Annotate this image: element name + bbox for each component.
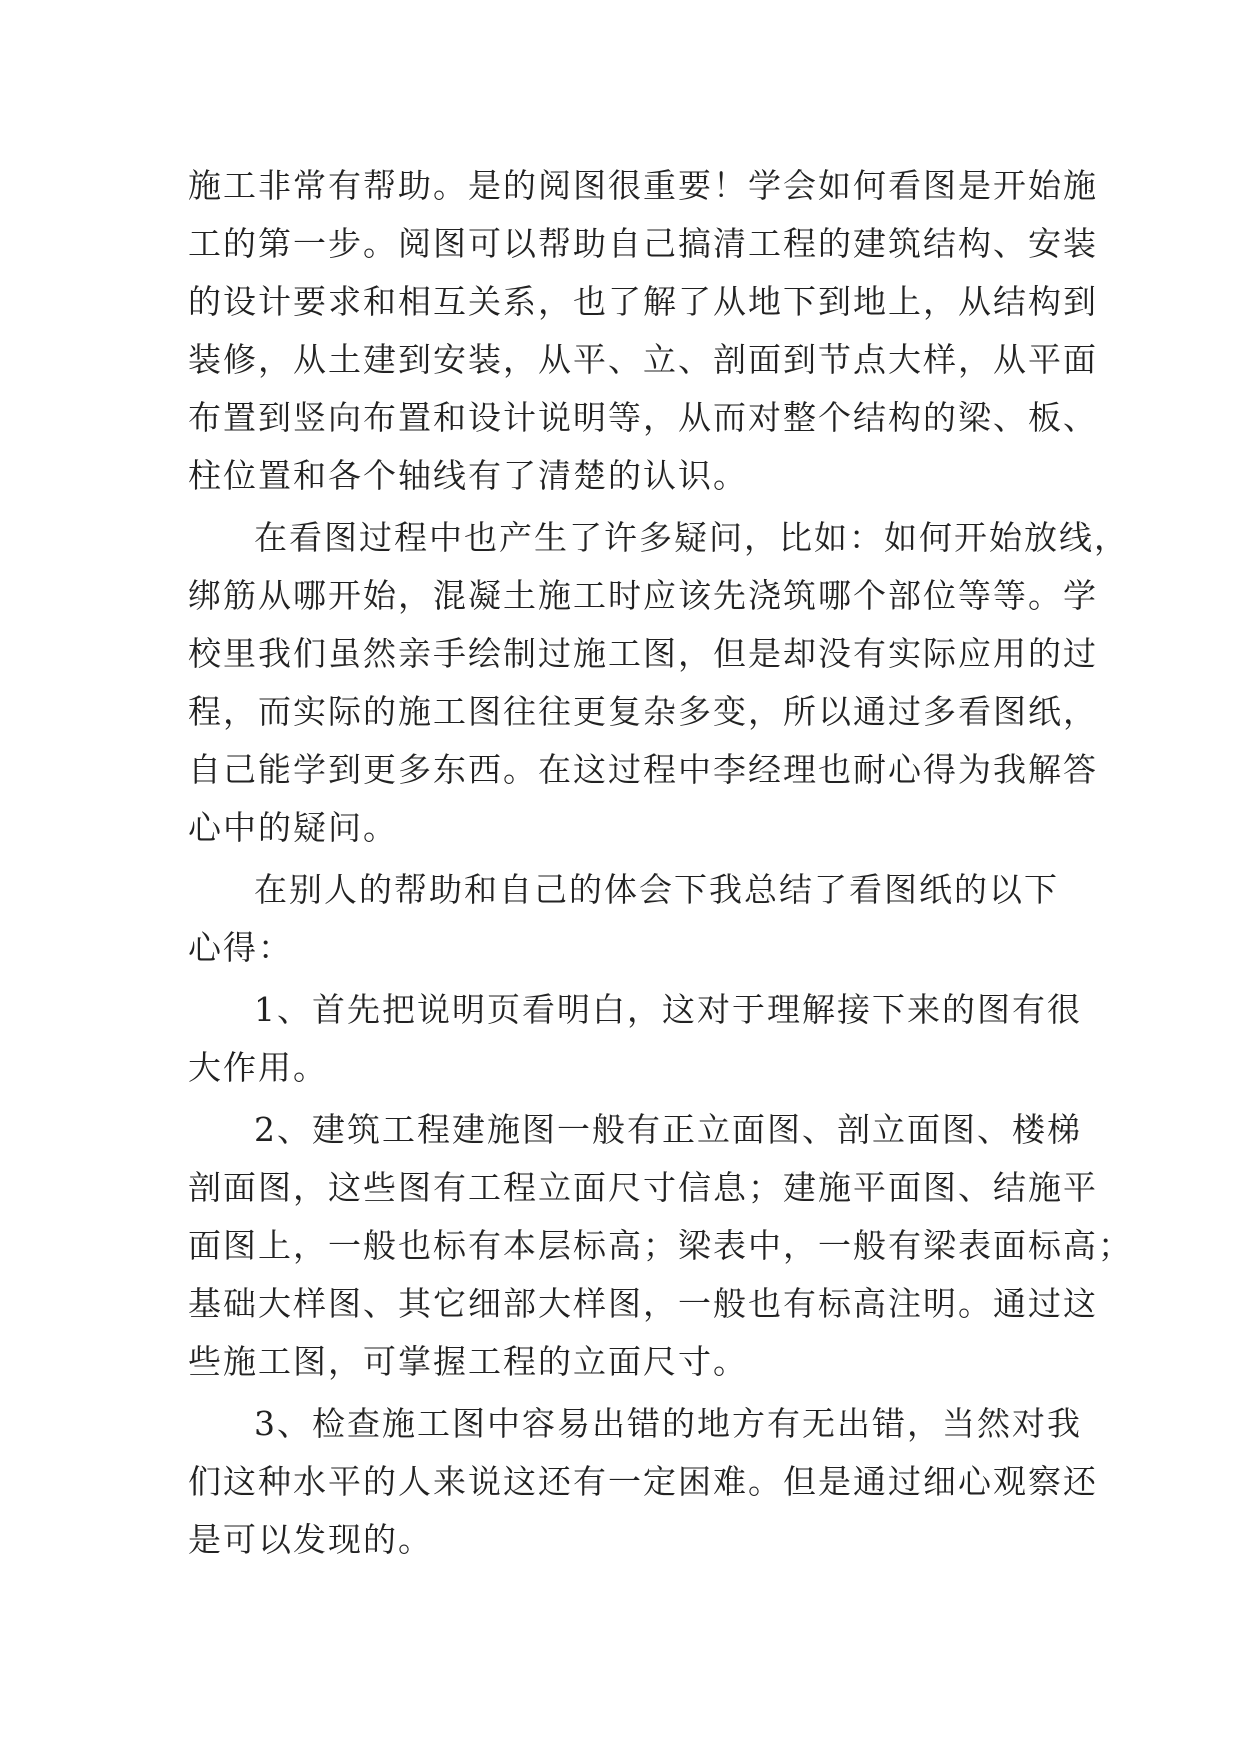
text-line: 2、建筑工程建施图一般有正立面图、剖立面图、楼梯 xyxy=(254,1110,1082,1149)
text-line: 装修，从土建到安装，从平、立、剖面到节点大样，从平面 xyxy=(188,340,1098,379)
document-body xyxy=(188,157,1133,1569)
text-line: 心中的疑问。 xyxy=(188,808,398,847)
text-line: 面图上，一般也标有本层标高；梁表中，一般有梁表面标高； xyxy=(188,1226,1133,1265)
text-line: 绑筋从哪开始，混凝土施工时应该先浇筑哪个部位等等。学 xyxy=(188,576,1098,615)
paragraph-2 xyxy=(188,509,1129,857)
text-line: 工的第一步。阅图可以帮助自己搞清工程的建筑结构、安装 xyxy=(188,224,1098,263)
text-line: 3、检查施工图中容易出错的地方有无出错，当然对我 xyxy=(254,1404,1082,1443)
paragraph-6 xyxy=(188,1395,1098,1569)
text-line: 校里我们虽然亲手绘制过施工图，但是却没有实际应用的过 xyxy=(188,634,1098,673)
text-line: 们这种水平的人来说这还有一定困难。但是通过细心观察还 xyxy=(188,1462,1098,1501)
text-line: 剖面图，这些图有工程立面尺寸信息；建施平面图、结施平 xyxy=(188,1168,1098,1207)
paragraph-4 xyxy=(188,981,1082,1097)
text-line: 些施工图，可掌握工程的立面尺寸。 xyxy=(188,1342,748,1381)
text-line: 在别人的帮助和自己的体会下我总结了看图纸的以下 xyxy=(254,870,1059,909)
text-line: 1、首先把说明页看明白，这对于理解接下来的图有很 xyxy=(254,990,1082,1029)
text-line: 在看图过程中也产生了许多疑问，比如：如何开始放线， xyxy=(254,518,1129,557)
text-line: 施工非常有帮助。是的阅图很重要！学会如何看图是开始施 xyxy=(188,166,1098,205)
paragraph-5 xyxy=(188,1101,1133,1391)
paragraph-3 xyxy=(188,861,1068,977)
text-line: 心得： xyxy=(188,928,293,967)
text-line: 自己能学到更多东西。在这过程中李经理也耐心得为我解答 xyxy=(188,750,1098,789)
text-line: 大作用。 xyxy=(188,1048,328,1087)
text-line: 的设计要求和相互关系，也了解了从地下到地上，从结构到 xyxy=(188,282,1098,321)
text-line: 布置到竖向布置和设计说明等，从而对整个结构的梁、板、 xyxy=(188,398,1098,437)
text-line: 柱位置和各个轴线有了清楚的认识。 xyxy=(188,456,748,495)
text-line: 是可以发现的。 xyxy=(188,1520,433,1559)
paragraph-1 xyxy=(188,157,1098,505)
text-line: 程，而实际的施工图往往更复杂多变，所以通过多看图纸， xyxy=(188,692,1098,731)
text-line: 基础大样图、其它细部大样图，一般也有标高注明。通过这 xyxy=(188,1284,1098,1323)
